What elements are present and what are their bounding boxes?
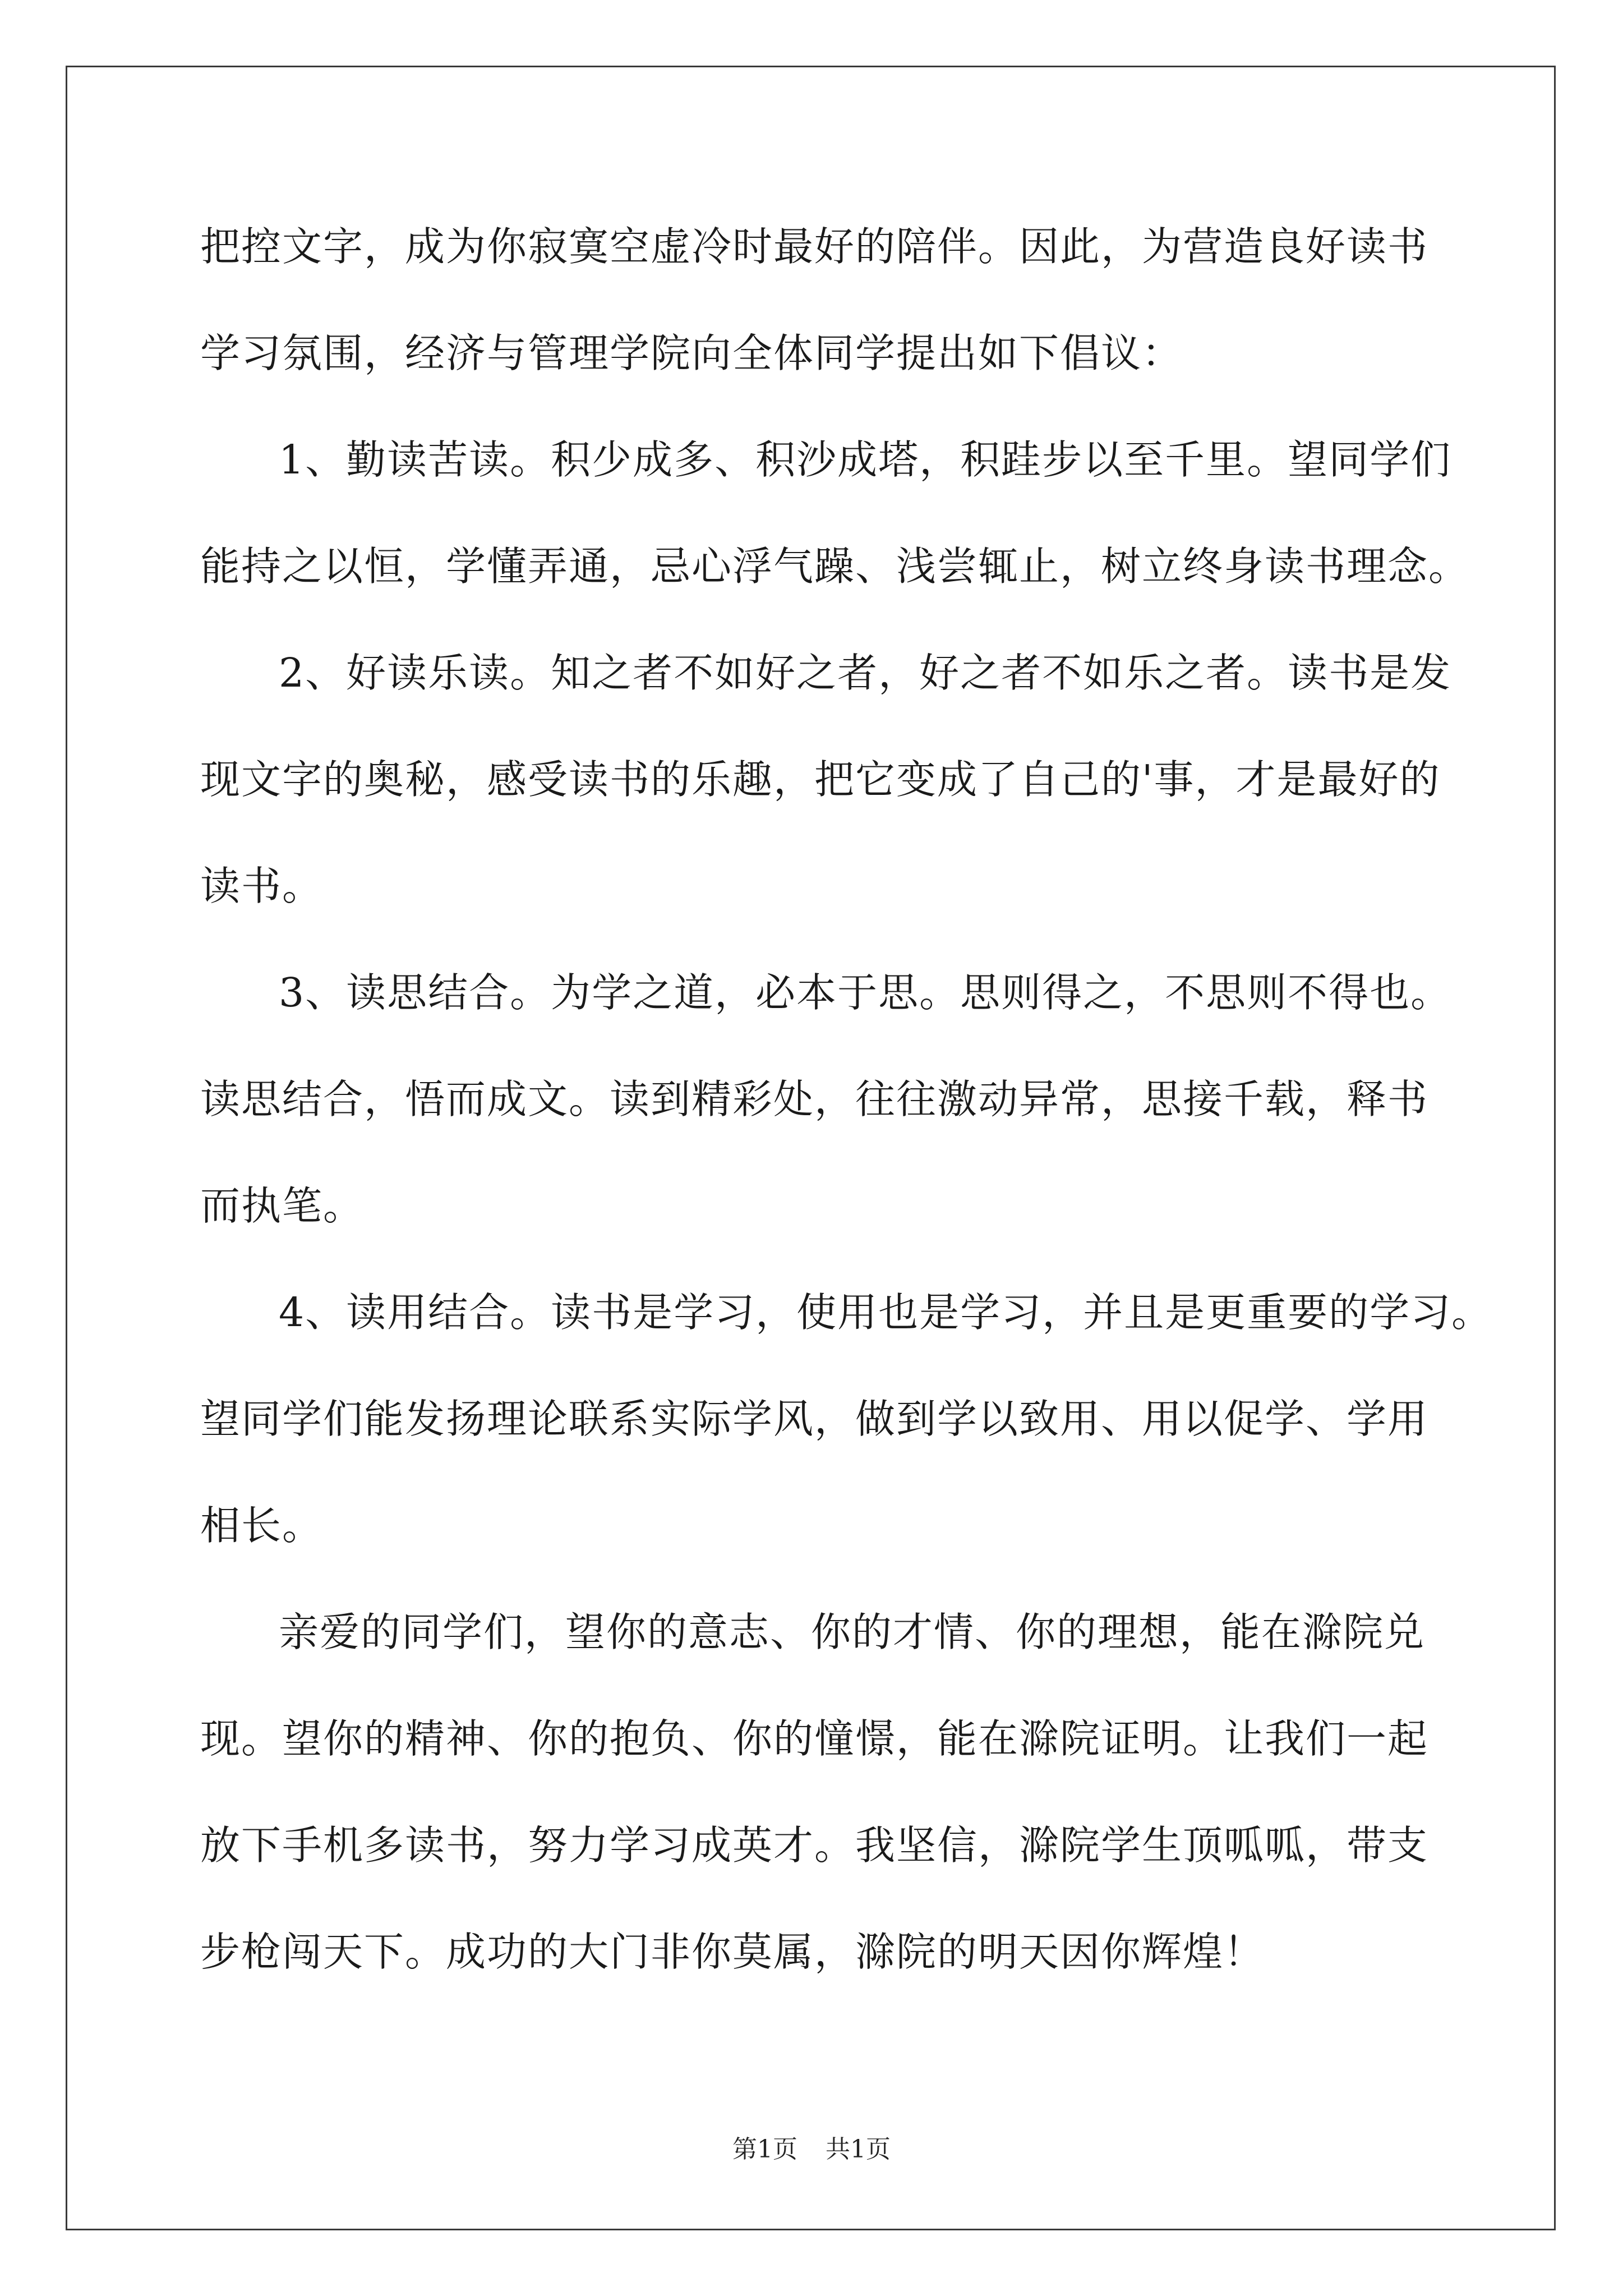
text-line: 读思结合，悟而成文。读到精彩处，往往激动异常，思接千载，释书 bbox=[200, 1076, 1429, 1122]
page-number-current: 第1页 bbox=[732, 2135, 797, 2164]
paragraph-2-line: 2、好读乐读。知之者不如好之者，好之者不如乐之者。读书是发 bbox=[279, 650, 1452, 696]
page-number-total: 共1页 bbox=[826, 2135, 891, 2164]
text-line: 相长。 bbox=[200, 1502, 324, 1549]
text-line: 望同学们能发扬理论联系实际学风，做到学以致用、用以促学、学用 bbox=[200, 1396, 1429, 1442]
paragraph-1-line: 1、勤读苦读。积少成多、积沙成塔，积跬步以至千里。望同学们 bbox=[279, 436, 1452, 483]
text-line: 读书。 bbox=[200, 863, 324, 909]
page-border bbox=[66, 66, 1556, 2230]
text-line: 能持之以恒，学懂弄通，忌心浮气躁、浅尝辄止，树立终身读书理念。 bbox=[200, 543, 1470, 590]
page-footer bbox=[0, 2133, 1623, 2166]
text-line: 而执笔。 bbox=[200, 1182, 365, 1229]
paragraph-4-line: 4、读用结合。读书是学习，使用也是学习，并且是更重要的学习。 bbox=[279, 1289, 1493, 1336]
text-line: 放下手机多读书，努力学习成英才。我坚信，滁院学生顶呱呱，带支 bbox=[200, 1822, 1429, 1869]
closing-paragraph-line: 亲爱的同学们，望你的意志、你的才情、你的理想，能在滁院兑 bbox=[279, 1609, 1426, 1655]
text-line: 学习氛围，经济与管理学院向全体同学提出如下倡议： bbox=[200, 330, 1183, 376]
text-line: 现文字的奥秘，感受读书的乐趣，把它变成了自己的'事，才是最好的 bbox=[200, 756, 1441, 803]
text-line: 现。望你的精神、你的抱负、你的憧憬，能在滁院证明。让我们一起 bbox=[200, 1715, 1429, 1762]
text-line: 把控文字，成为你寂寞空虚冷时最好的陪伴。因此，为营造良好读书 bbox=[200, 223, 1429, 270]
text-line: 步枪闯天下。成功的大门非你莫属，滁院的明天因你辉煌！ bbox=[200, 1929, 1265, 1975]
paragraph-3-line: 3、读思结合。为学之道，必本于思。思则得之，不思则不得也。 bbox=[279, 969, 1452, 1016]
